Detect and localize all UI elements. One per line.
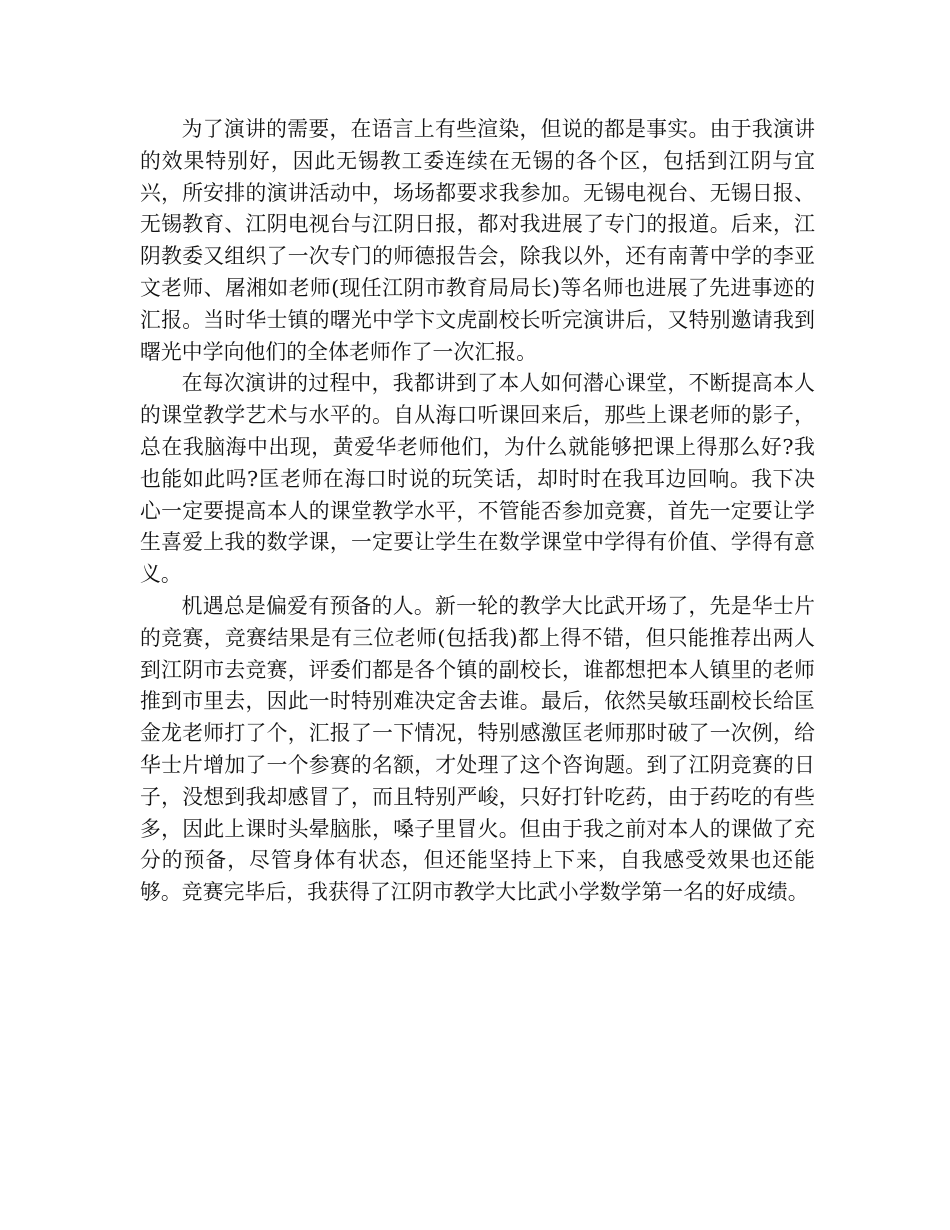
paragraph-teaching-competition: 机遇总是偏爱有预备的人。新一轮的教学大比武开场了，先是华士片的竞赛，竞赛结果是有三位老师(包括我)都上得不错，但只能推荐出两人到江阴市去竞赛，评委们都是各个镇的副校长，谁都想把本人镇里的老师推到市里去，因此一时特别难决定舍去谁。最后，依然吴敏珏副校长给匡金龙老师打了个，汇报了一下情况，特别感激匡老师那时破了一次例，给华士片增加了一个参赛的名额，才处理了这个咨询题。到了江阴竞赛的日子，没想到我却感冒了，而且特别严峻，只好打针吃药，由于药吃的有些多，因此上课时头晕脑胀，嗓子里冒火。但由于我之前对本人的课做了充分的预备，尽管身体有状态，但还能坚持上下来，自我感受效果也还能够。竞赛完毕后，我获得了江阴市教学大比武小学数学第一名的好成绩。	[140, 593, 815, 905]
document-body	[140, 114, 815, 909]
paragraph-classroom-improvement: 在每次演讲的过程中，我都讲到了本人如何潜心课堂，不断提高本人的课堂教学艺术与水平的。自从海口听课回来后，那些上课老师的影子，总在我脑海中出现，黄爱华老师他们，为什么就能够把课上得那么好?我也能如此吗?匡老师在海口时说的玩笑话，却时时在我耳边回响。我下决心一定要提高本人的课堂教学水平，不管能否参加竞赛，首先一定要让学生喜爱上我的数学课，一定要让学生在数学课堂中学得有价值、学得有意义。	[140, 371, 815, 587]
paragraph-speech-reports: 为了演讲的需要，在语言上有些渲染，但说的都是事实。由于我演讲的效果特别好，因此无锡教工委连续在无锡的各个区，包括到江阴与宜兴，所安排的演讲活动中，场场都要求我参加。无锡电视台、无锡日报、无锡教育、江阴电视台与江阴日报，都对我进展了专门的报道。后来，江阴教委又组织了一次专门的师德报告会，除我以外，还有南菁中学的李亚文老师、屠湘如老师(现任江阴市教育局局长)等名师也进展了先进事迹的汇报。当时华士镇的曙光中学卞文虎副校长听完演讲后，又特别邀请我到曙光中学向他们的全体老师作了一次汇报。	[140, 117, 815, 364]
